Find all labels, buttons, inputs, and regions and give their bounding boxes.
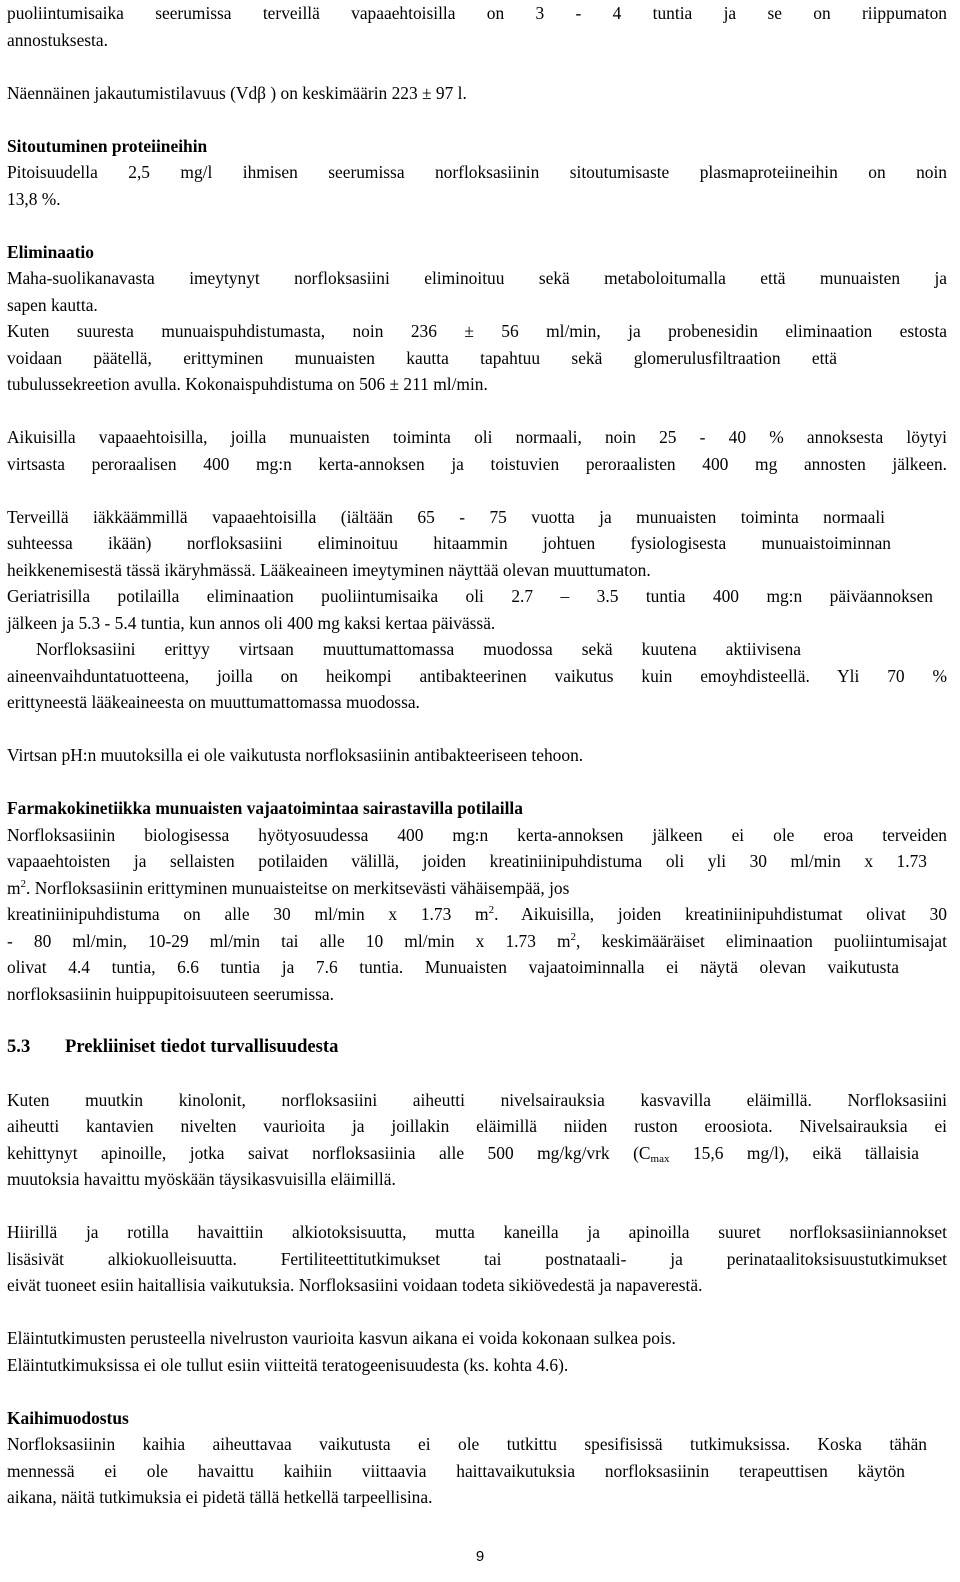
text-line: lisäsivät alkiokuolleisuutta. Fertiliteettitutkimukset tai postnataali- ja perinataalitoksisuustutkimukset: [7, 1248, 947, 1269]
superscript: 2: [20, 877, 27, 890]
text-segment: . Norfloksasiinin erittyminen munuaisteitse on merkitsevästi vähäisempää, jos: [26, 877, 570, 898]
text-line: sapen kautta.: [7, 294, 98, 315]
renal-impairment-section: [7, 795, 947, 1007]
distribution-volume-paragraph: Näennäinen jakautumistilavuus (Vdβ ) on keskimäärin 223 ± 97 l.: [7, 82, 467, 103]
section-heading: [7, 1034, 947, 1061]
text-line: vapaaehtoisten ja sellaisten potilaiden välillä, joiden kreatiniinipuhdistuma oli yli 30 ml/min x 1.73: [7, 851, 927, 871]
text-line: mennessä ei ole havaittu kaihiin viittaavia haittavaikutuksia norfloksasiinin terapeuttisen käytön: [7, 1460, 905, 1481]
text-line: Norfloksasiinin biologisessa hyötyosuudessa 400 mg:n kerta-annoksen jälkeen ei ole eroa terveiden: [7, 824, 947, 845]
quinolone-paragraph: [7, 1087, 947, 1193]
text-line: Geriatrisilla potilailla eliminaation puoliintumisaika oli 2.7 – 3.5 tuntia 400 mg:n päiväannoksen: [7, 586, 933, 606]
text-line: 13,8 %.: [7, 188, 61, 209]
superscript: 2: [570, 930, 577, 943]
half-life-paragraph: [7, 0, 947, 53]
text-segment: kreatiniinipuhdistuma on alle 30 ml/min x 1.73 m: [7, 904, 489, 924]
text-line: Aikuisilla vapaaehtoisilla, joilla munuaisten toiminta oli normaali, noin 25 - 40 % annoksesta löytyi: [7, 427, 947, 447]
text-line: norfloksasiinin huippupitoisuuteen seerumissa.: [7, 983, 334, 1004]
section-number: 5.3: [7, 1035, 31, 1057]
animal-studies-paragraph: [7, 1325, 947, 1378]
elderly-paragraph: [7, 504, 947, 716]
text-line: [7, 875, 947, 902]
text-line: virtsasta peroraalisen 400 mg:n kerta-annoksen ja toistuvien peroraalisten 400 mg annosten jälkeen.: [7, 453, 947, 474]
text-line: eivät tuoneet esiin haitallisia vaikutuksia. Norfloksasiini voidaan todeta sikiövedestä ja napaverestä.: [7, 1275, 703, 1295]
cataract-heading: Kaihimuodostus: [7, 1407, 129, 1428]
elimination-section: [7, 239, 947, 398]
text-line: Eläintutkimuksissa ei ole tullut esiin viitteitä teratogeenisuudesta (ks. kohta 4.6).: [7, 1354, 569, 1375]
cataract-section: [7, 1405, 947, 1511]
text-line: olivat 4.4 tuntia, 6.6 tuntia ja 7.6 tuntia. Munuaisten vajaatoiminnalla ei näytä olevan vaikutusta: [7, 957, 899, 977]
text-line: aikana, näitä tutkimuksia ei pidetä tällä hetkellä tarpeellisina.: [7, 1487, 433, 1507]
renal-impairment-heading: Farmakokinetiikka munuaisten vajaatoimintaa sairastavilla potilailla: [7, 798, 523, 818]
text-line: Kuten suuresta munuaispuhdistumasta, noin 236 ± 56 ml/min, ja probenesidin eliminaation estosta: [7, 321, 947, 341]
text-line: Pitoisuudella 2,5 mg/l ihmisen seerumissa norfloksasiinin sitoutumisaste plasmaproteiineihin on noin: [7, 162, 947, 182]
text-segment: . Aikuisilla, joiden kreatiniinipuhdistumat olivat 30: [494, 904, 947, 924]
text-line: aineenvaihduntatuotteena, joilla on heikompi antibakteerinen vaikutus kuin emoyhdisteellä. Yli 70 %: [7, 665, 947, 686]
text-segment: m: [7, 877, 21, 898]
protein-binding-section: [7, 133, 947, 213]
text-line: heikkenemisestä tässä ikäryhmässä. Lääkeaineen imeytyminen näyttää olevan muuttumaton.: [7, 559, 651, 580]
elimination-heading: Eliminaatio: [7, 241, 94, 262]
text-line: Hiirillä ja rotilla havaittiin alkiotoksisuutta, mutta kaneilla ja apinoilla suuret norfloksasiiniannokset: [7, 1222, 947, 1242]
text-line: Norfloksasiini erittyy virtsaan muuttumattomassa muodossa sekä kuutena aktiivisena: [7, 639, 801, 659]
page-number: 9: [475, 1548, 485, 1565]
text-line: Terveillä iäkkäämmillä vapaaehtoisilla (iältään 65 - 75 vuotta ja munuaisten toiminta normaali: [7, 506, 885, 527]
adult-excretion-paragraph: [7, 424, 947, 477]
text-line: erittyneestä lääkeaineesta on muuttumattomassa muodossa.: [7, 692, 420, 712]
text-line: [7, 928, 947, 955]
superscript: 2: [488, 904, 495, 916]
text-segment: 15,6 mg/l), eikä tällaisia: [669, 1142, 920, 1163]
subscript: max: [650, 1152, 670, 1165]
text-segment: , keskimääräiset eliminaation puoliintumisajat: [576, 930, 947, 951]
text-line: annostuksesta.: [7, 29, 108, 50]
text-line: voidaan päätellä, erittyminen munuaisten kautta tapahtuu sekä glomerulusfiltraation että: [7, 347, 837, 368]
text-line: Maha-suolikanavasta imeytynyt norfloksasiini eliminoituu sekä metaboloitumalla että munuaisten ja: [7, 268, 947, 288]
text-segment: kehittynyt apinoille, jotka saivat norfloksasiinia alle 500 mg/kg/vrk (C: [7, 1142, 651, 1163]
text-line: Kuten muutkin kinolonit, norfloksasiini aiheutti nivelsairauksia kasvavilla eläimillä. Norfloksasiini: [7, 1089, 947, 1110]
text-line: Norfloksasiinin kaihia aiheuttavaa vaikutusta ei ole tutkittu spesifisissä tutkimuksissa. Koska tähän: [7, 1434, 927, 1454]
embryotoxicity-paragraph: [7, 1219, 947, 1299]
text-line: puoliintumisaika seerumissa terveillä vapaaehtoisilla on 3 - 4 tuntia ja se on riippumaton: [7, 3, 947, 23]
section-title: Prekliiniset tiedot turvallisuudesta: [65, 1035, 339, 1057]
protein-binding-heading: Sitoutuminen proteiineihin: [7, 135, 208, 156]
text-line: jälkeen ja 5.3 - 5.4 tuntia, kun annos oli 400 mg kaksi kertaa päivässä.: [7, 612, 496, 633]
text-line: [7, 901, 947, 928]
text-line: Eläintutkimusten perusteella nivelruston vaurioita kasvun aikana ei voida kokonaan sulkea pois.: [7, 1328, 676, 1348]
text-line: [7, 1140, 947, 1167]
text-line: aiheutti kantavien nivelten vaurioita ja joillakin eläimillä niiden ruston eroosiota. Nivelsairauksia ei: [7, 1116, 947, 1136]
text-line: tubulussekreetion avulla. Kokonaispuhdistuma on 506 ± 211 ml/min.: [7, 374, 488, 394]
text-line: muutoksia havaittu myöskään täysikasvuisilla eläimillä.: [7, 1169, 396, 1189]
text-segment: - 80 ml/min, 10-29 ml/min tai alle 10 ml/min x 1.73 m: [7, 930, 571, 951]
text-line: suhteessa ikään) norfloksasiini eliminoituu hitaammin johtuen fysiologisesta munuaistoiminnan: [7, 533, 891, 553]
urine-ph-paragraph: Virtsan pH:n muutoksilla ei ole vaikutusta norfloksasiinin antibakteeriseen tehoon.: [7, 745, 584, 765]
document-page: [7, 0, 947, 1511]
